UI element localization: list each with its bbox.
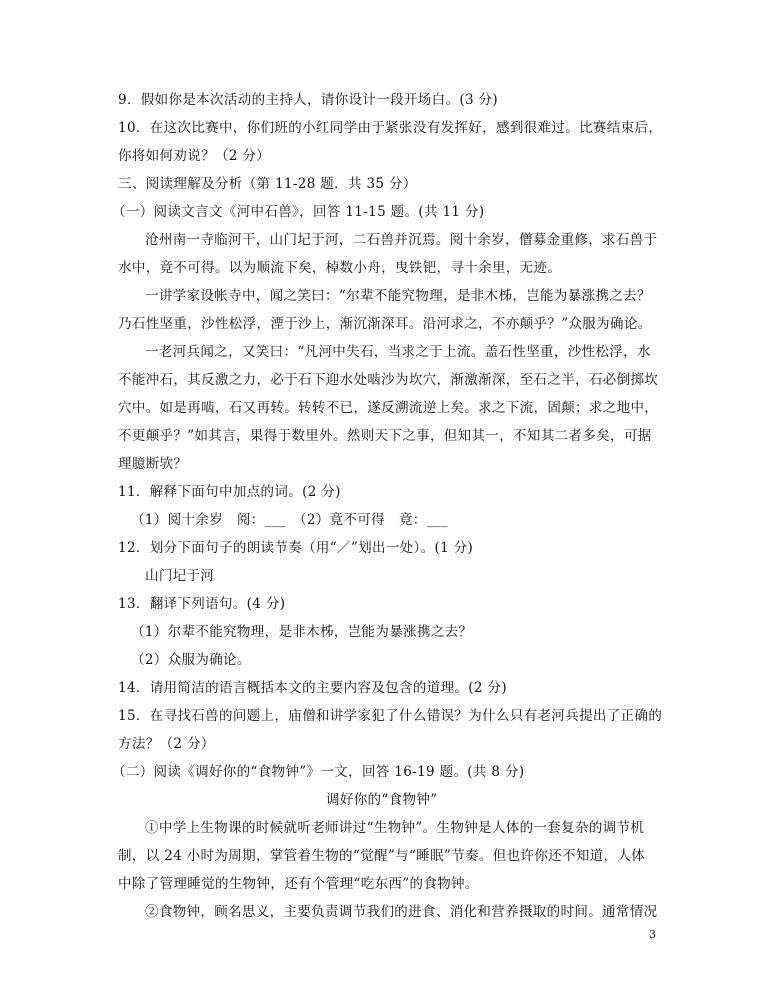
question-10-line-1: 10．在这次比赛中，你们班的小红同学由于紧张没有发挥好，感到很难过。比赛结束后， — [118, 120, 663, 136]
passage-para-3-line-4: 不更颠乎？”如其言，果得于数里外。然则天下之事，但知其一，不知其二者多矣，可据 — [118, 428, 652, 444]
question-12: 12．划分下面句子的朗读节奏（用“／”划出一处）。(1 分) — [118, 540, 474, 556]
question-13-item-2: （2）众服为确论。 — [131, 652, 251, 668]
question-14: 14．请用简洁的语言概括本文的主要内容及包含的道理。(2 分) — [118, 680, 507, 696]
passage-para-1-line-2: 水中，竟不可得。以为顺流下矣，棹数小舟，曳铁钯，寻十余里，无迹。 — [118, 260, 562, 276]
passage-para-2-line-2: 乃石性坚重，沙性松浮，湮于沙上，渐沉渐深耳。沿河求之，不亦颠乎？”众服为确论。 — [118, 316, 652, 332]
article-title: 调好你的“食物钟” — [326, 792, 438, 808]
question-15-line-1: 15．在寻找石兽的问题上，庙僧和讲学家犯了什么错误？为什么只有老河兵提出了正确的 — [118, 708, 663, 724]
part-2-heading: （二）阅读《调好你的“食物钟”》一文，回答 16-19 题。(共 8 分) — [112, 764, 525, 780]
section-3-heading: 三、阅读理解及分析（第 11-28 题．共 35 分） — [118, 176, 417, 192]
question-15-line-2: 方法？（2 分） — [118, 736, 215, 752]
question-11-items: （1）阅十余岁 阅：___ （2）竟不可得 竟：___ — [131, 512, 448, 528]
passage-para-3-line-2: 不能冲石，其反激之力，必于石下迎水处啮沙为坎穴，渐激渐深，至石之半，石必倒掷坎 — [118, 372, 659, 388]
part-1-heading: （一）阅读文言文《河中石兽》，回答 11-15 题。(共 11 分) — [112, 204, 485, 220]
passage-para-3-line-3: 穴中。如是再啮，石又再转。转转不已，遂反溯流逆上矣。求之下流，固颠；求之地中， — [118, 400, 659, 416]
question-13-item-1: （1）尔辈不能究物理，是非木柹，岂能为暴涨携之去？ — [131, 624, 473, 640]
article-para-1-line-3: 中除了管理睡觉的生物钟，还有个管理“吃东西”的食物钟。 — [118, 876, 479, 892]
passage-para-2-line-1: 一讲学家设帐寺中，闻之笑曰：“尔辈不能究物理，是非木柹，岂能为暴涨携之去？ — [145, 288, 651, 304]
question-11: 11．解释下面句中加点的词。(2 分) — [118, 484, 341, 500]
article-para-2-line-1: ②食物钟，顾名思义，主要负责调节我们的进食、消化和营养摄取的时间。通常情况 — [145, 904, 658, 920]
article-para-1-line-2: 制，以 24 小时为周期，掌管着生物的“觉醒”与“睡眠”节奏。但也许你还不知道，人体 — [118, 848, 646, 864]
question-9: 9．假如你是本次活动的主持人，请你设计一段开场白。(3 分) — [118, 92, 499, 108]
passage-para-3-line-1: 一老河兵闻之，又笑曰：“凡河中失石，当求之于上流。盖石性坚重，沙性松浮，水 — [145, 344, 651, 360]
question-10-line-2: 你将如何劝说？（2 分） — [118, 148, 271, 164]
passage-para-1-line-1: 沧州南一寺临河干，山门圮于河，二石兽并沉焉。阅十余岁，僧募金重修，求石兽于 — [145, 232, 658, 248]
question-12-sentence: 山门圮于河 — [145, 568, 215, 584]
question-13: 13．翻译下列语句。(4 分) — [118, 596, 286, 612]
article-para-1-line-1: ①中学上生物课的时候就听老师讲过“生物钟”。生物钟是人体的一套复杂的调节机 — [145, 820, 645, 836]
page-number: 3 — [649, 928, 656, 941]
passage-para-3-line-5: 理臆断欤？ — [118, 456, 188, 472]
